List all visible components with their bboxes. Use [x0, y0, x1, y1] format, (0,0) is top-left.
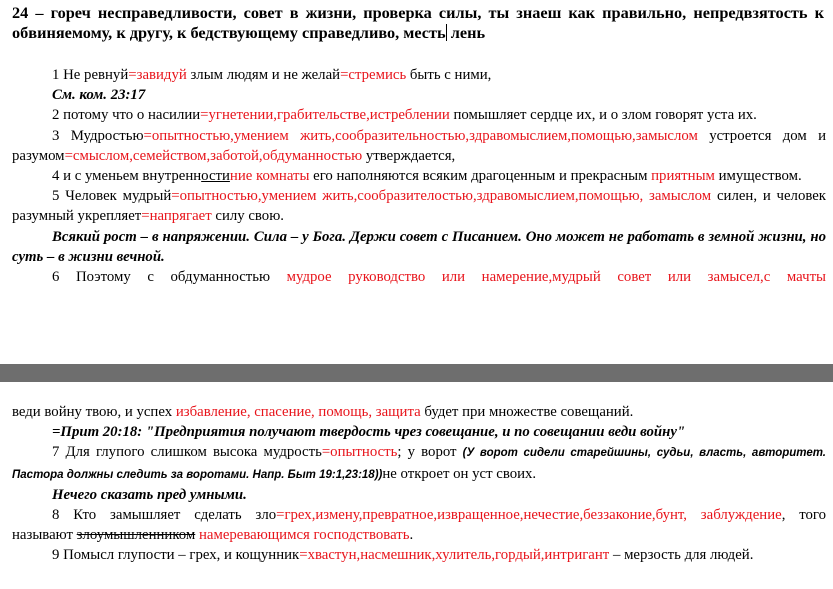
- commentary-note: Всякий рост – в напряжении. Сила – у Бога. Держи совет с Писанием. Оно может не работать в земной жизни, но суть – в жизни вечной.: [12, 228, 826, 265]
- verse-6-continuation: веди войну твою, и успех избавление, спасение, помощь, защита будет при множестве совещаний.: [12, 404, 634, 420]
- commentary-note: =Прит 20:18: "Предприятия получают твердость чрез совещание, и по совещании веди войну": [52, 424, 686, 441]
- page-2-body[interactable]: [12, 402, 826, 566]
- commentary-note: См. ком. 23:17: [52, 87, 146, 104]
- verse-9: 9 Помысл глупости – грех, и кощунник=хвастун,насмешник,хулитель,гордый,интригант – мерзость для людей.: [52, 547, 754, 564]
- commentary-note: Нечего сказать пред умными.: [52, 486, 247, 503]
- verse-2: 2 потому что о насилии=угнетении,грабительстве,истреблении помышляет сердце их, и о злом говорят уста их.: [52, 107, 757, 124]
- chapter-heading[interactable]: [12, 3, 824, 43]
- verse-6: 6 Поэтому с обдуманностью мудрое руководство или намерение,мудрый совет или замысел,с мачты: [52, 269, 826, 286]
- document-page-2: [0, 382, 833, 589]
- page-1-body[interactable]: [12, 65, 826, 287]
- verse-8: 8 Кто замышляет сделать зло=грех,измену,превратное,извращенное,нечестие,беззаконие,бунт, заблуждение, того называют злоумышленником намеревающимся господствовать.: [12, 507, 826, 544]
- heading-text: 24 – гореч несправедливости, совет в жизни, проверка силы, ты знаеш как правильно, непредвзятость к обвиняемому, к другу, к бедствующему справедливо, месть: [12, 3, 824, 42]
- heading-text-end: лень: [446, 23, 486, 42]
- page-break-gap: [0, 364, 833, 382]
- verse-5: 5 Человек мудрый=опытностью,умением жить,сообразителостью,здравомыслием,помощью, замыслом силен, и человек разумный укрепляет=напрягает силу свою.: [12, 188, 826, 225]
- verse-7: 7 Для глупого слишком высока мудрость=опытность; у ворот (У ворот сидели старейшины, судьи, власть, авторитет. Пастора должны следить за воротами. Напр. Быт 19:1,23:18))не откроет он уст своих.: [12, 444, 827, 482]
- verse-3: 3 Мудростью=опытностью,умением жить,сообразительностью,здравомыслием,помощью,замыслом устроется дом и разумом=смыслом,семейством,заботой,обдуманностью утверждается,: [12, 127, 826, 164]
- verse-4: 4 и с уменьем внутренностиние комнаты его наполняются всяким драгоценным и прекрасным приятным имуществом.: [52, 168, 802, 185]
- verse-1: 1 Не ревнуй=завидуй злым людям и не желай=стремись быть с ними,: [52, 67, 492, 83]
